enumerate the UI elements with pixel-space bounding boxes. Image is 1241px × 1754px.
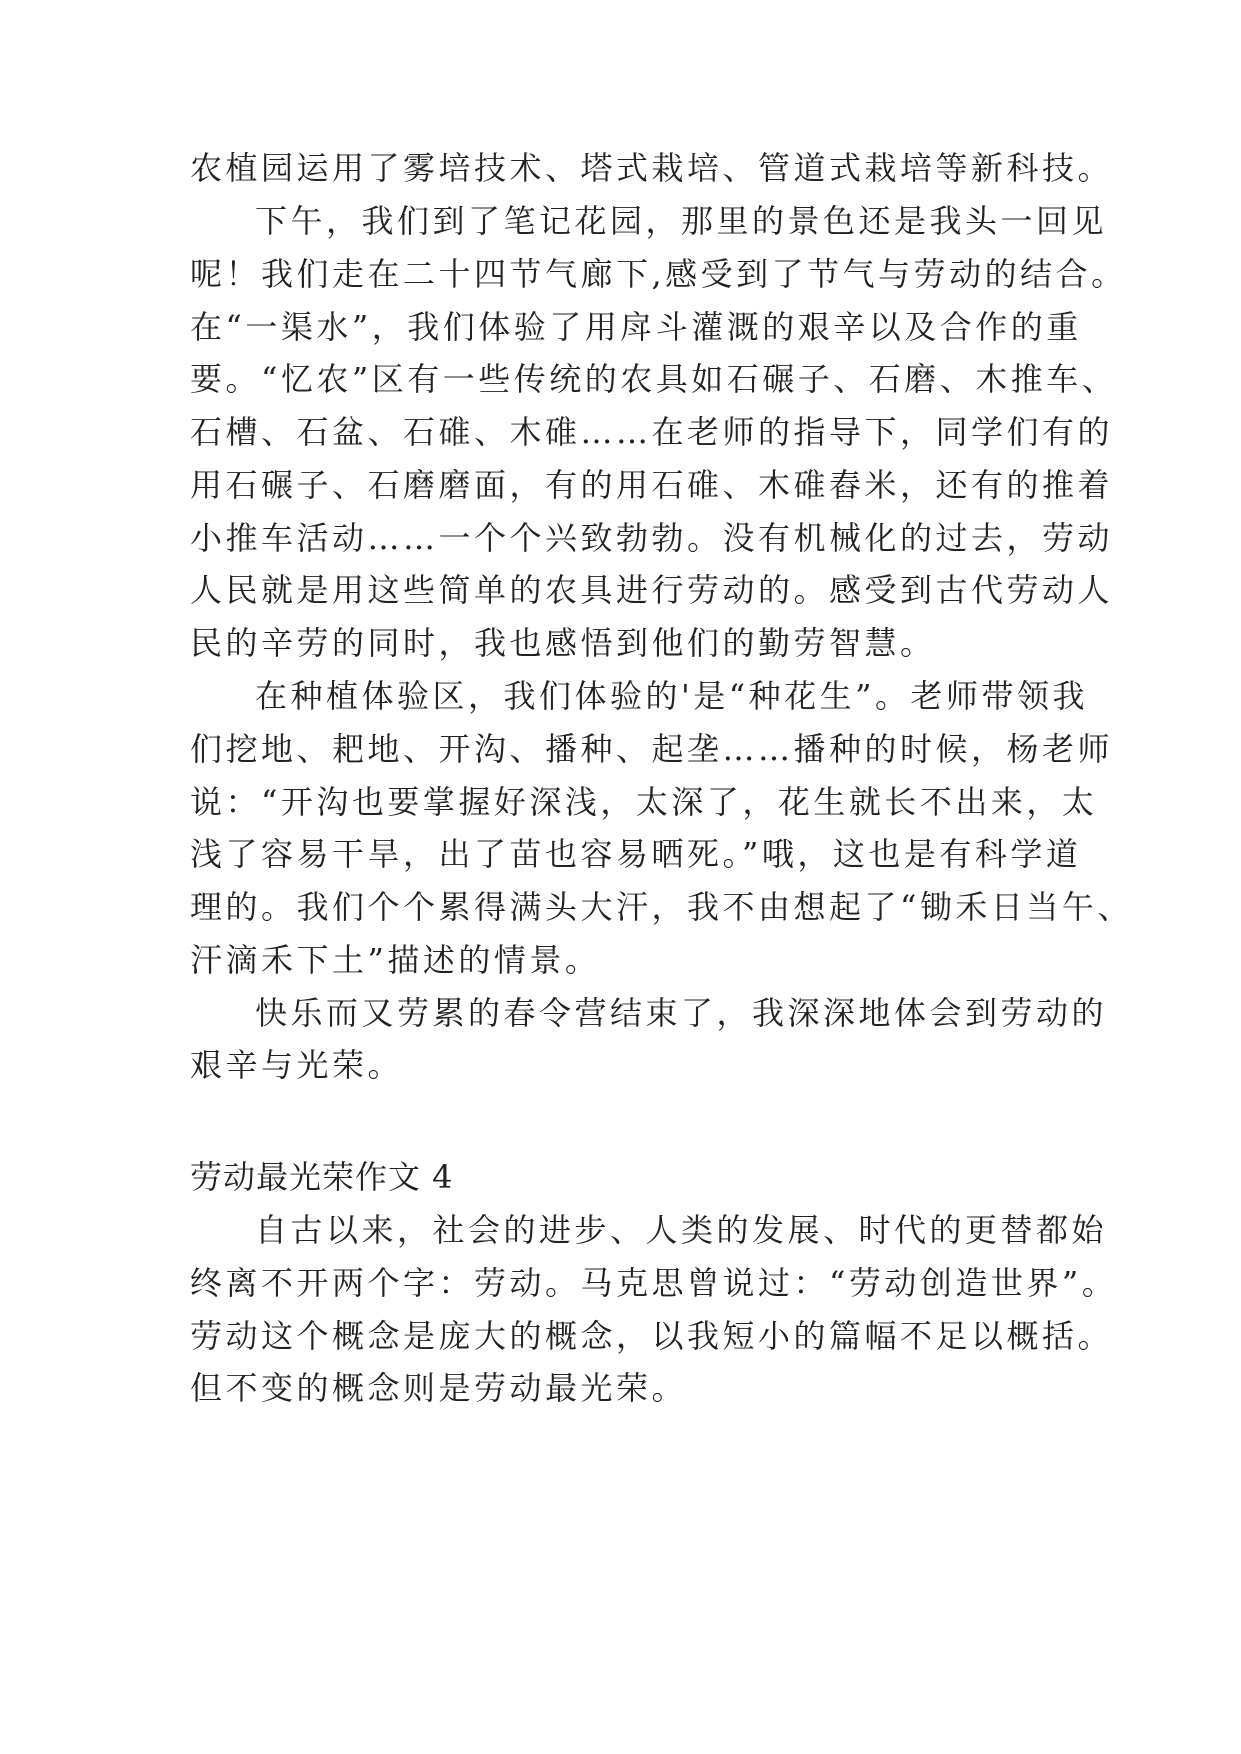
paragraph-line: 用石碾子、石磨磨面，有的用石碓、木碓舂米，还有的推着 xyxy=(190,466,1114,504)
paragraph-line: 民的辛劳的同时，我也感悟到他们的勤劳智慧。 xyxy=(190,624,936,662)
paragraph-line: 终离不开两个字：劳动。马克思曾说过：“劳动创造世界”。 xyxy=(190,1264,1118,1302)
paragraph-line: 下午，我们到了笔记花园，那里的景色还是我头一回见 xyxy=(255,202,1108,240)
paragraph-line: 们挖地、耙地、开沟、播种、起垄……播种的时候，杨老师 xyxy=(190,730,1114,768)
paragraph-line: 要。“忆农”区有一些传统的农具如石碾子、石磨、木推车、 xyxy=(190,360,1118,398)
paragraph-line: 人民就是用这些简单的农具进行劳动的。感受到古代劳动人 xyxy=(190,571,1114,609)
paragraph-line: 劳动这个概念是庞大的概念，以我短小的篇幅不足以概括。 xyxy=(190,1317,1114,1355)
paragraph-line: 在种植体验区，我们体验的'是“种花生”。老师带领我 xyxy=(255,677,1089,715)
paragraph-line: 自古以来，社会的进步、人类的发展、时代的更替都始 xyxy=(255,1211,1108,1249)
paragraph-line: 呢！我们走在二十四节气廊下,感受到了节气与劳动的结合。 xyxy=(190,255,1127,293)
paragraph-line: 说：“开沟也要掌握好深浅，太深了，花生就长不出来，太 xyxy=(190,783,1098,821)
paragraph-line: 在“一渠水”，我们体验了用戽斗灌溉的艰辛以及合作的重 xyxy=(190,308,1082,346)
paragraph-line: 小推车活动……一个个兴致勃勃。没有机械化的过去，劳动 xyxy=(190,519,1114,557)
paragraph-line: 快乐而又劳累的春令营结束了，我深深地体会到劳动的 xyxy=(255,994,1108,1032)
paragraph-line: 农植园运用了雾培技术、塔式栽培、管道式栽培等新科技。 xyxy=(190,149,1114,187)
paragraph-line: 石槽、石盆、石碓、木碓……在老师的指导下，同学们有的 xyxy=(190,413,1114,451)
paragraph-line: 浅了容易干旱，出了苗也容易晒死。”哦，这也是有科学道 xyxy=(190,835,1082,873)
paragraph-line: 但不变的概念则是劳动最光荣。 xyxy=(190,1369,688,1407)
paragraph-line: 艰辛与光荣。 xyxy=(190,1046,404,1084)
section-heading: 劳动最光荣作文 4 xyxy=(190,1158,454,1196)
paragraph-line: 汗滴禾下土”描述的情景。 xyxy=(190,941,601,979)
paragraph-line: 理的。我们个个累得满头大汗，我不由想起了“锄禾日当午、 xyxy=(190,888,1133,926)
